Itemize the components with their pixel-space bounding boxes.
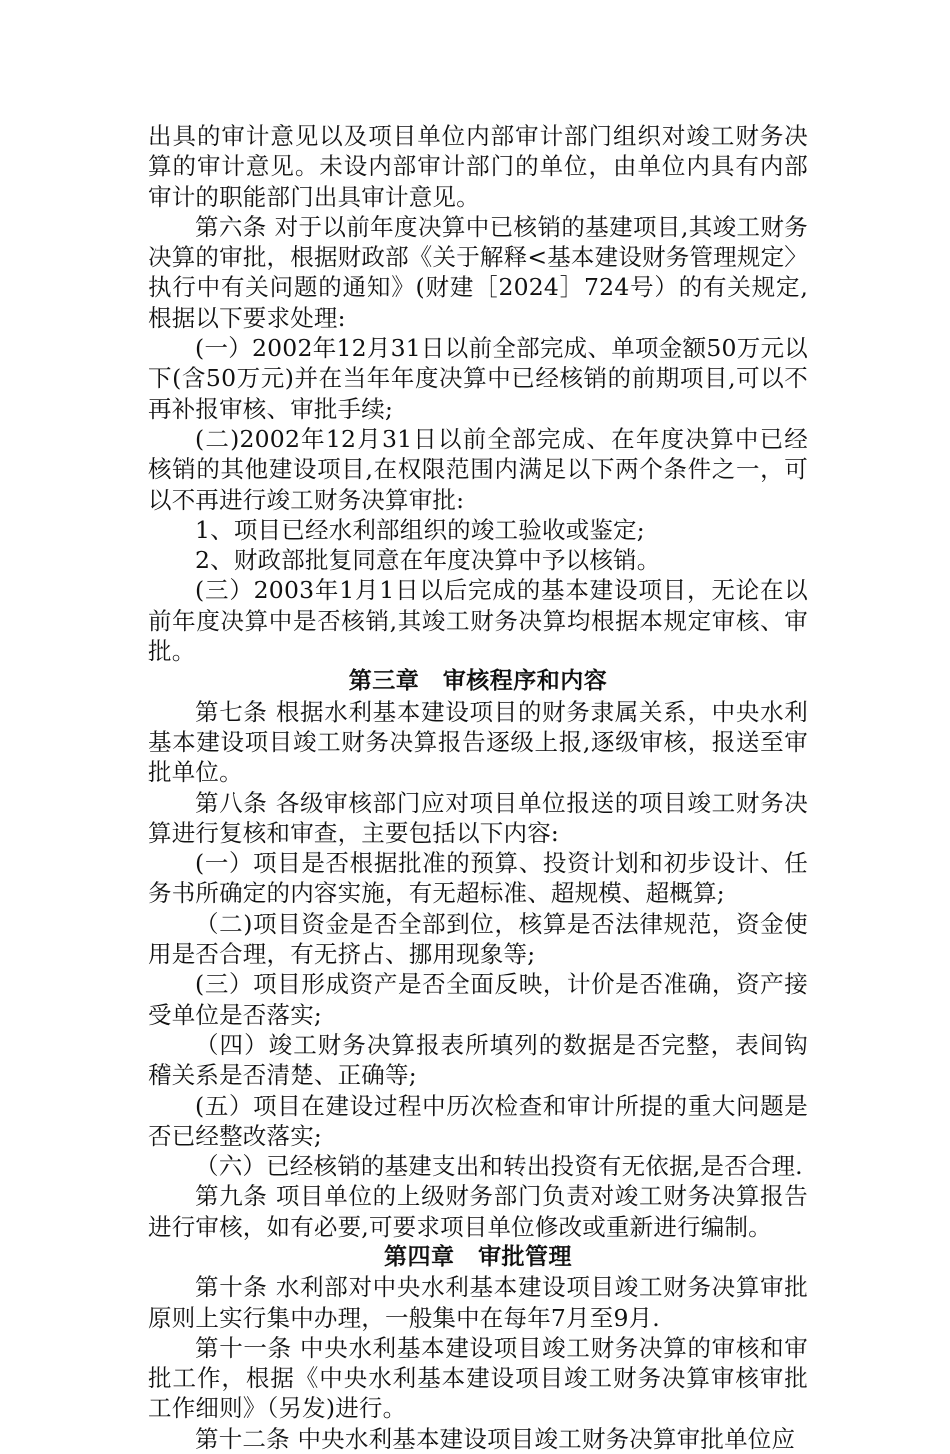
- document-page: [148, 121, 808, 1454]
- article-6-item-2-condition-1: 1、项目已经水利部组织的竣工验收或鉴定;: [195, 515, 645, 544]
- article-8: 第八条 各级审核部门应对项目单位报送的项目竣工财务决算进行复核和审查，主要包括以下内容:: [148, 788, 808, 847]
- article-6-item-1: (一）2002年12月31日以前全部完成、单项金额50万元以下(含50万元)并在当年年度决算中已经核销的前期项目,可以不再补报审核、审批手续;: [148, 334, 808, 423]
- article-8-item-5: (五）项目在建设过程中历次检查和审计所提的重大问题是否已经整改落实;: [148, 1091, 808, 1150]
- article-12: 第十二条 中央水利基本建设项目竣工财务决算审批单位应: [195, 1424, 796, 1453]
- article-6-item-3: (三）2003年1月1日以后完成的基本建设项目，无论在以前年度决算中是否核销,其竣工财务决算均根据本规定审核、审批。: [148, 576, 808, 666]
- chapter-3-heading: 第三章 审核程序和内容: [348, 668, 608, 695]
- article-6: 第六条 对于以前年度决算中已核销的基建项目,其竣工财务决算的审批，根据财政部《关于解释<基本建设财务管理规定〉执行中有关问题的通知》(财建［2024］724号）的有关规定,根据以下要求处理:: [148, 212, 808, 332]
- article-10: 第十条 水利部对中央水利基本建设项目竣工财务决算审批原则上实行集中办理，一般集中在每年7月至9月.: [148, 1273, 808, 1332]
- article-8-item-6: （六）已经核销的基建支出和转出投资有无依据,是否合理.: [195, 1152, 803, 1181]
- article-9: 第九条 项目单位的上级财务部门负责对竣工财务决算报告进行审核，如有必要,可要求项目单位修改或重新进行编制。: [148, 1182, 808, 1241]
- article-6-item-2: (二)2002年12月31日以前全部完成、在年度决算中已经核销的其他建设项目,在权限范围内满足以下两个条件之一，可以不再进行竣工财务决算审批:: [148, 424, 808, 514]
- article-8-item-1: (一）项目是否根据批准的预算、投资计划和初步设计、任务书所确定的内容实施，有无超标准、超规模、超概算;: [148, 849, 808, 908]
- article-8-item-2: （二)项目资金是否全部到位，核算是否法律规范，资金使用是否合理，有无挤占、挪用现象等;: [148, 909, 808, 969]
- chapter-4-heading: 第四章 审批管理: [384, 1243, 572, 1270]
- article-11: 第十一条 中央水利基本建设项目竣工财务决算的审核和审批工作，根据《中央水利基本建设项目竣工财务决算审核审批工作细则》（另发)进行。: [148, 1333, 808, 1423]
- article-8-item-4: （四）竣工财务决算报表所填列的数据是否完整，表间钩稽关系是否清楚、正确等;: [148, 1030, 808, 1090]
- article-6-item-2-condition-2: 2、财政部批复同意在年度决算中予以核销。: [195, 546, 661, 575]
- article-8-item-3: (三）项目形成资产是否全面反映，计价是否准确，资产接受单位是否落实;: [148, 970, 808, 1029]
- article-7: 第七条 根据水利基本建设项目的财务隶属关系，中央水利基本建设项目竣工财务决算报告逐级上报,逐级审核，报送至审批单位。: [148, 697, 808, 787]
- paragraph-audit-opinion: 出具的审计意见以及项目单位内部审计部门组织对竣工财务决算的审计意见。未设内部审计部门的单位，由单位内具有内部审计的职能部门出具审计意见。: [148, 122, 808, 211]
